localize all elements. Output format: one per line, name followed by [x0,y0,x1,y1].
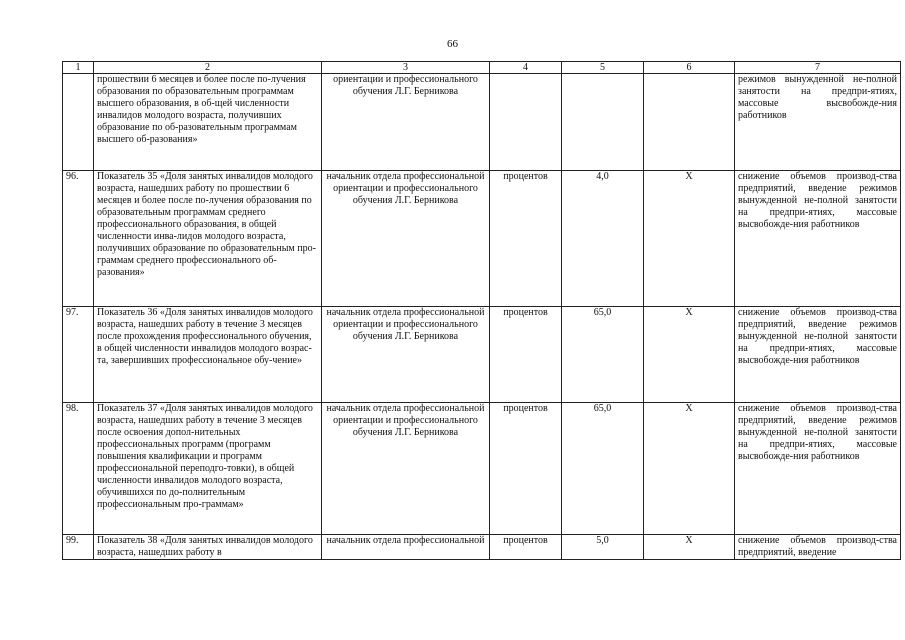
value-cell: 65,0 [562,403,644,535]
indicator-table [62,61,901,560]
responsible-person: начальник отдела профессиональной ориентации и профессионального обучения Л.Г. Берникова [322,171,490,307]
x-mark-cell [644,74,735,171]
indicator-name: Показатель 38 «Доля занятых инвалидов молодого возраста, нашедших работу в [94,535,322,560]
risk-description: снижение объемов производ-ства предприятий, введение режимов вынужденной не-полной занятости на предпри-ятиях, массовые высвобожде-ния работников [735,403,901,535]
column-header: 3 [322,62,490,74]
responsible-person: ориентации и профессионального обучения Л.Г. Берникова [322,74,490,171]
x-mark-cell: X [644,171,735,307]
indicator-name: прошествии 6 месяцев и более после по-лучения образования по образовательным программам высшего образования, в об-щей численности инвалидов молодого возраста, получивших образование по об-разовательным программам высшего об-разования» [94,74,322,171]
x-mark-cell: X [644,535,735,560]
column-header: 1 [63,62,94,74]
responsible-person: начальник отдела профессиональной ориентации и профессионального обучения Л.Г. Берникова [322,403,490,535]
indicator-name: Показатель 36 «Доля занятых инвалидов молодого возраста, нашедших работу в течение 3 месяцев после прохождения профессионального обучения, в общей численности инвалидов молодого возрас-та, завершивших профессиональное обу-чение» [94,307,322,403]
unit-cell: процентов [490,403,562,535]
column-header: 5 [562,62,644,74]
indicator-name: Показатель 35 «Доля занятых инвалидов молодого возраста, нашедших работу по прошествии 6 месяцев и более после по-лучения образования по образовательным программам среднего профессионального образования, в общей численности инва-лидов молодого возраста, получивших образование по образовательным про-граммам среднего профессионального об-разования» [94,171,322,307]
column-header: 4 [490,62,562,74]
responsible-person: начальник отдела профессиональной ориентации и профессионального обучения Л.Г. Берникова [322,307,490,403]
responsible-person: начальник отдела профессиональной [322,535,490,560]
row-number [63,74,94,171]
row-number: 99. [63,535,94,560]
table-row [63,74,901,171]
value-cell: 65,0 [562,307,644,403]
column-header: 2 [94,62,322,74]
risk-description: снижение объемов производ-ства предприятий, введение режимов вынужденной не-полной занятости на предпри-ятиях, массовые высвобожде-ния работников [735,171,901,307]
x-mark-cell: X [644,307,735,403]
indicator-name: Показатель 37 «Доля занятых инвалидов молодого возраста, нашедших работу в течение 3 месяцев после освоения допол-нительных профессиональных программ (программ повышения квалификации и программ профессиональной переподго-товки), в общей численности инвалидов молодого возраста, обучившихся по до-полнительным профессиональным про-граммам» [94,403,322,535]
unit-cell: процентов [490,535,562,560]
unit-cell [490,74,562,171]
risk-description: снижение объемов производ-ства предприятий, введение режимов вынужденной не-полной занятости на предпри-ятиях, массовые высвобожде-ния работников [735,307,901,403]
unit-cell: процентов [490,307,562,403]
page-number: 66 [447,38,458,50]
row-number: 97. [63,307,94,403]
value-cell [562,74,644,171]
table-row [63,307,901,403]
row-number: 98. [63,403,94,535]
column-header: 6 [644,62,735,74]
table-header-row [63,62,901,74]
column-header: 7 [735,62,901,74]
table-row [63,403,901,535]
value-cell: 4,0 [562,171,644,307]
risk-description: снижение объемов производ-ства предприятий, введение [735,535,901,560]
row-number: 96. [63,171,94,307]
unit-cell: процентов [490,171,562,307]
table-row [63,171,901,307]
x-mark-cell: X [644,403,735,535]
risk-description: режимов вынужденной не-полной занятости на предпри-ятиях, массовые высвобожде-ния работников [735,74,901,171]
table-row [63,535,901,560]
value-cell: 5,0 [562,535,644,560]
